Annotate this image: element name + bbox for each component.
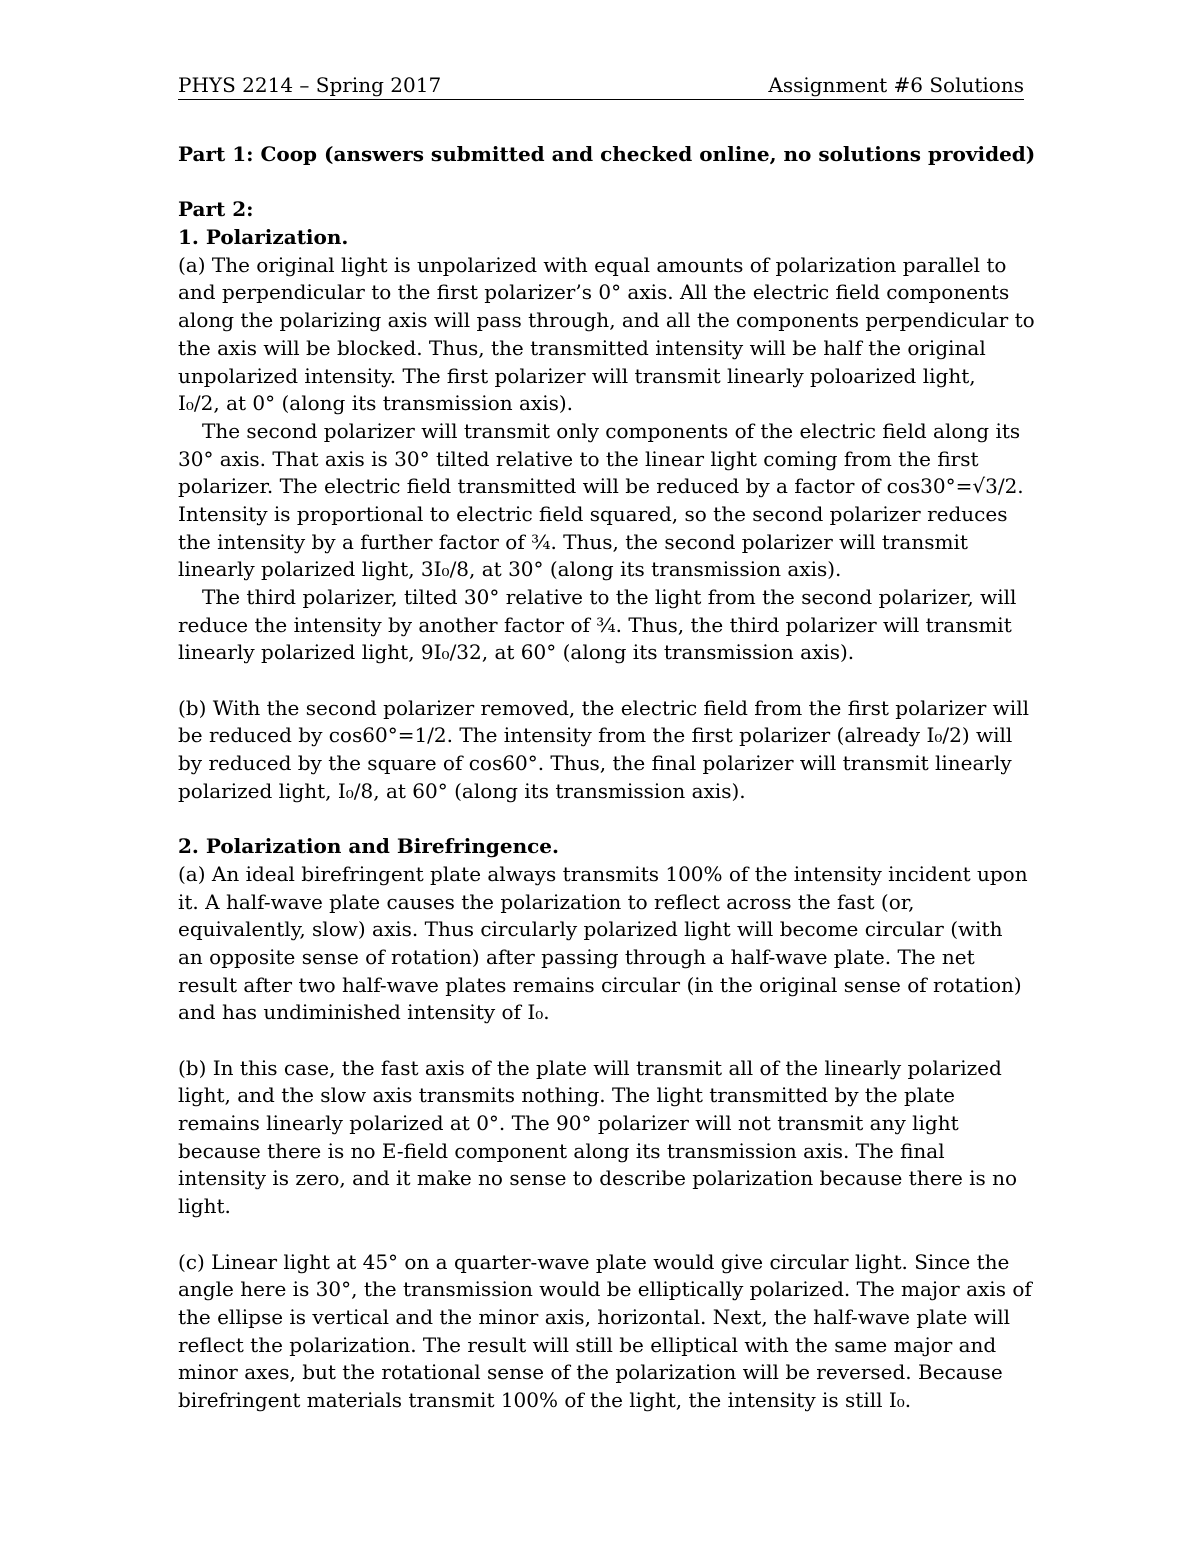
text-line: remains linearly polarized at 0°. The 90° polarizer will not transmit any light bbox=[178, 1111, 959, 1136]
page-header bbox=[178, 71, 1024, 100]
text-line: intensity is zero, and it make no sense to describe polarization because there is no bbox=[178, 1166, 1018, 1191]
section-heading: Part 1: Coop (answers submitted and checked online, no solutions provided) bbox=[178, 142, 1036, 166]
text-line: polarizer. The electric field transmitted will be reduced by a factor of cos30°=√3/2. bbox=[178, 474, 1024, 499]
text-line: The third polarizer, tilted 30° relative to the light from the second polarizer, will bbox=[202, 585, 1017, 609]
blank-line bbox=[178, 667, 1038, 695]
text-line: (c) Linear light at 45° on a quarter-wave plate would give circular light. Since the bbox=[178, 1249, 1010, 1274]
text-line: and perpendicular to the first polarizer’s 0° axis. All the electric field components bbox=[178, 280, 1010, 305]
text-line: (b) In this case, the fast axis of the plate will transmit all of the linearly polarized bbox=[178, 1055, 1002, 1080]
text-line: the ellipse is vertical and the minor axis, horizontal. Next, the half-wave plate will bbox=[178, 1304, 1011, 1329]
blank-line bbox=[178, 1027, 1038, 1055]
assignment-title: Assignment #6 Solutions bbox=[768, 73, 1024, 97]
text-line: minor axes, but the rotational sense of the polarization will be reversed. Because bbox=[178, 1360, 1003, 1385]
text-line: angle here is 30°, the transmission would be elliptically polarized. The major axis of bbox=[178, 1277, 1032, 1302]
text-line: linearly polarized light, 3I₀/8, at 30° (along its transmission axis). bbox=[178, 557, 842, 582]
text-line: the axis will be blocked. Thus, the transmitted intensity will be half the original bbox=[178, 335, 986, 360]
text-line: Intensity is proportional to electric field squared, so the second polarizer reduces bbox=[178, 501, 1008, 526]
course-title: PHYS 2214 – Spring 2017 bbox=[178, 73, 442, 97]
section-heading: 2. Polarization and Birefringence. bbox=[178, 834, 559, 859]
text-line: be reduced by cos60°=1/2. The intensity from the first polarizer (already I₀/2) will bbox=[178, 723, 1013, 748]
text-line: linearly polarized light, 9I₀/32, at 60° (along its transmission axis). bbox=[178, 640, 855, 665]
blank-line bbox=[178, 806, 1038, 834]
text-line: it. A half-wave plate causes the polarization to reflect across the fast (or, bbox=[178, 889, 915, 914]
text-line: light. bbox=[178, 1194, 231, 1219]
text-line: equivalently, slow) axis. Thus circularly polarized light will become circular (with bbox=[178, 917, 1003, 942]
blank-line bbox=[178, 169, 1038, 197]
text-line: light, and the slow axis transmits nothing. The light transmitted by the plate bbox=[178, 1083, 955, 1108]
text-line: reduce the intensity by another factor of ¾. Thus, the third polarizer will transmit bbox=[178, 612, 1012, 637]
section-heading: 1. Polarization. bbox=[178, 225, 349, 250]
text-line: 30° axis. That axis is 30° tilted relative to the linear light coming from the first bbox=[178, 446, 979, 471]
text-line: I₀/2, at 0° (along its transmission axis). bbox=[178, 391, 574, 416]
text-line: birefringent materials transmit 100% of the light, the intensity is still I₀. bbox=[178, 1387, 912, 1412]
text-line: (a) The original light is unpolarized with equal amounts of polarization parallel to bbox=[178, 252, 1007, 277]
text-line: and has undiminished intensity of I₀. bbox=[178, 1000, 550, 1025]
text-line: by reduced by the square of cos60°. Thus, the final polarizer will transmit linearly bbox=[178, 751, 1012, 776]
text-line: result after two half-wave plates remains circular (in the original sense of rotation) bbox=[178, 972, 1022, 997]
text-line: the intensity by a further factor of ¾. Thus, the second polarizer will transmit bbox=[178, 529, 968, 554]
section-heading: Part 2: bbox=[178, 197, 254, 222]
document-body bbox=[178, 141, 1038, 1415]
blank-line bbox=[178, 1221, 1038, 1249]
text-line: reflect the polarization. The result will still be elliptical with the same major and bbox=[178, 1332, 997, 1357]
text-line: polarized light, I₀/8, at 60° (along its transmission axis). bbox=[178, 778, 746, 803]
text-line: (b) With the second polarizer removed, the electric field from the first polarizer will bbox=[178, 695, 1029, 720]
text-line: because there is no E-field component along its transmission axis. The final bbox=[178, 1138, 945, 1163]
text-line: an opposite sense of rotation) after passing through a half-wave plate. The net bbox=[178, 944, 975, 969]
text-line: (a) An ideal birefringent plate always transmits 100% of the intensity incident upon bbox=[178, 861, 1028, 886]
text-line: The second polarizer will transmit only components of the electric field along its bbox=[202, 418, 1021, 443]
text-line: unpolarized intensity. The first polarizer will transmit linearly poloarized light, bbox=[178, 363, 976, 388]
text-line: along the polarizing axis will pass through, and all the components perpendicular to bbox=[178, 308, 1035, 333]
